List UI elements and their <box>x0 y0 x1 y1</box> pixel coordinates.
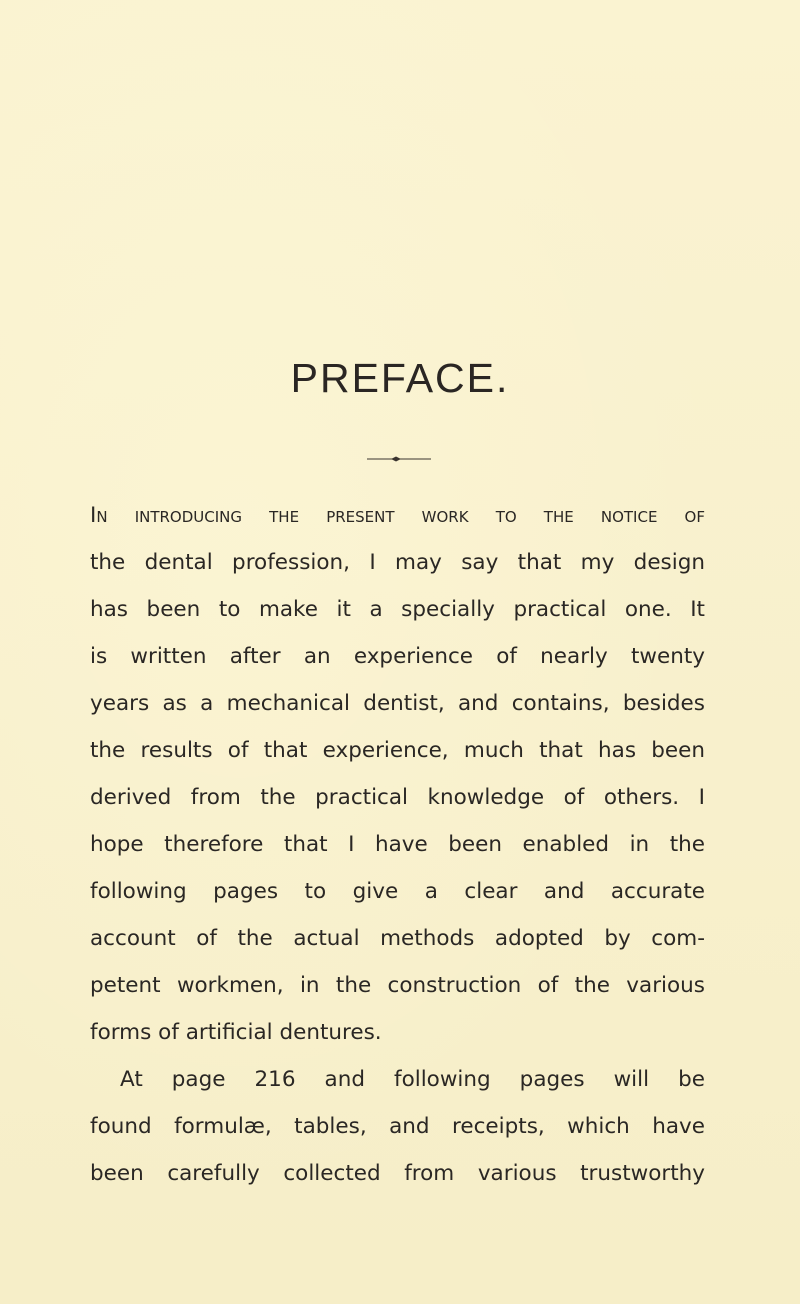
text-line: the dental profession, I may say that my design <box>90 550 705 575</box>
text-line: found formulæ, tables, and receipts, which have <box>90 1114 705 1139</box>
text-line: is written after an experience of nearly twenty <box>90 644 705 669</box>
divider-ornament <box>367 455 431 463</box>
text-line: has been to make it a specially practical one. It <box>90 597 705 622</box>
preface-body <box>90 492 705 1197</box>
text-line: the results of that experience, much that has been <box>90 738 705 763</box>
text-line: following pages to give a clear and accurate <box>90 879 705 904</box>
text-line: hope therefore that I have been enabled in the <box>90 832 705 857</box>
text-line: petent workmen, in the construction of the various <box>90 973 705 998</box>
text-line: years as a mechanical dentist, and contains, besides <box>90 691 705 716</box>
text-line: account of the actual methods adopted by com- <box>90 926 705 951</box>
text-line: been carefully collected from various trustworthy <box>90 1161 705 1186</box>
text-line: In introducing the present work to the notice of <box>90 503 705 528</box>
text-line: forms of artificial dentures. <box>90 1020 382 1045</box>
page-title: PREFACE. <box>290 355 510 401</box>
text-line: derived from the practical knowledge of others. I <box>90 785 705 810</box>
text-line: At page 216 and following pages will be <box>120 1067 705 1092</box>
